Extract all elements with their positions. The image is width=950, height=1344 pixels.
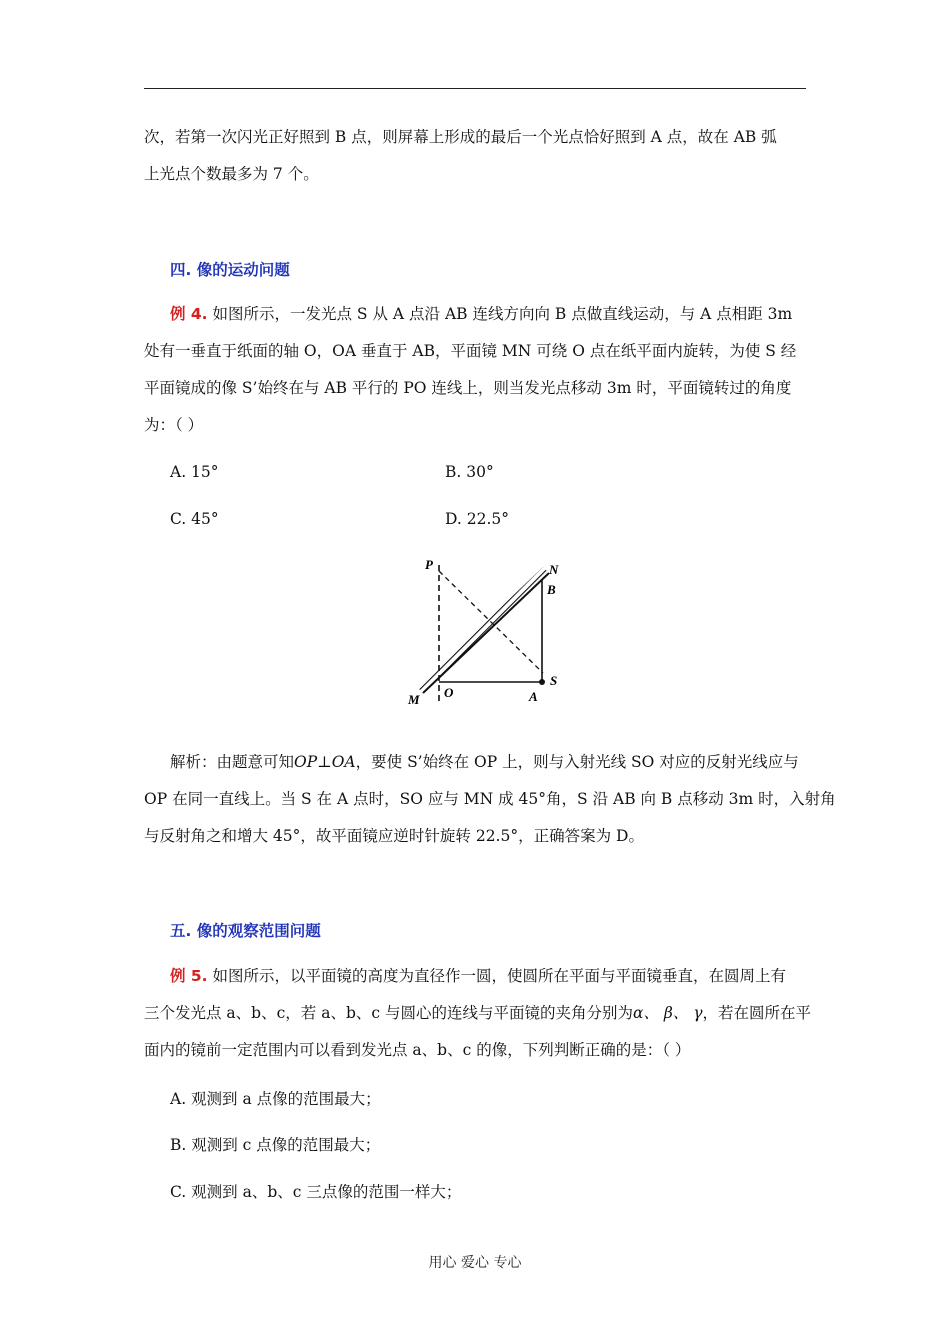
label-n: N bbox=[549, 562, 559, 577]
example-5-post: ，若在圆所在平 bbox=[702, 1004, 812, 1022]
example-5-pre: 三个发光点 a、b、c，若 a、b、c 与圆心的连线与平面镜的夹角分别为 bbox=[144, 1004, 633, 1022]
option-5b: B. 观测到 c 点像的范围最大； bbox=[170, 1136, 381, 1154]
solution-4-line-3: 与反射角之和增大 45°，故平面镜应逆时针旋转 22.5°，正确答案为 D。 bbox=[144, 827, 644, 845]
option-5c: C. 观测到 a、b、c 三点像的范围一样大； bbox=[170, 1183, 462, 1201]
example-5-line-2 bbox=[144, 1003, 812, 1023]
intro-line-2: 上光点个数最多为 7 个。 bbox=[144, 165, 319, 183]
label-s: S bbox=[550, 673, 558, 688]
option-5a: A. 观测到 a 点像的范围最大； bbox=[170, 1090, 381, 1108]
page-footer: 用心 爱心 专心 bbox=[428, 1255, 522, 1271]
option-4d: D. 22.5° bbox=[445, 510, 509, 528]
example-4-line-3: 平面镜成的像 S’始终在与 AB 平行的 PO 连线上，则当发光点移动 3m 时，平面镜转过的角度 bbox=[144, 379, 792, 397]
solution-4-line-1 bbox=[144, 752, 806, 772]
option-4c: C. 45° bbox=[170, 510, 219, 528]
solution-4-pre: 解析：由题意可知 bbox=[170, 753, 295, 771]
mirror-diagram bbox=[405, 555, 575, 710]
solution-4-post: ，要使 S’始终在 OP 上，则与入射光线 SO 对应的反射光线应与 bbox=[355, 753, 799, 771]
label-o: O bbox=[444, 685, 454, 700]
example-5-line-3: 面内的镜前一定范围内可以看到发光点 a、b、c 的像，下列判断正确的是：（ ） bbox=[144, 1041, 691, 1059]
option-4a: A. 15° bbox=[170, 463, 219, 481]
mirror-mn bbox=[423, 573, 549, 693]
intro-line-1: 次，若第一次闪光正好照到 B 点，则屏幕上形成的最后一个光点恰好照到 A 点，故在 AB 弧 bbox=[144, 128, 777, 146]
example-4-text-1: 如图所示，一发光点 S 从 A 点沿 AB 连线方向向 B 点做直线运动，与 A 点相距 3m bbox=[207, 305, 793, 323]
point-a-dot bbox=[539, 679, 545, 685]
example-4-line-1 bbox=[144, 304, 806, 324]
label-m: M bbox=[408, 692, 420, 707]
option-4b: B. 30° bbox=[445, 463, 494, 481]
section-4-heading: 四. 像的运动问题 bbox=[170, 261, 290, 279]
mirror-mn-hatch bbox=[417, 567, 549, 693]
example-4-line-2: 处有一垂直于纸面的轴 O，OA 垂直于 AB，平面镜 MN 可绕 O 点在纸平面内旋转，为使 S 经 bbox=[144, 342, 797, 360]
solution-4-math: OP⊥OA bbox=[294, 753, 356, 771]
example-5-text-1: 如图所示，以平面镜的高度为直径作一圆，使圆所在平面与平面镜垂直，在圆周上有 bbox=[207, 967, 787, 985]
label-p: P bbox=[425, 557, 433, 572]
section-5-heading: 五. 像的观察范围问题 bbox=[170, 922, 321, 940]
example-5-line-1 bbox=[144, 966, 806, 986]
label-a: A bbox=[529, 689, 538, 704]
example-4-label: 例 4. bbox=[170, 305, 208, 323]
label-b: B bbox=[547, 582, 556, 597]
example-5-greek: α、 β、 γ bbox=[632, 1004, 703, 1022]
header-rule bbox=[144, 88, 806, 89]
example-5-label: 例 5. bbox=[170, 967, 208, 985]
solution-4-line-2: OP 在同一直线上。当 S 在 A 点时，SO 应与 MN 成 45°角，S 沿 AB 向 B 点移动 3m 时，入射角 bbox=[144, 790, 836, 808]
example-4-line-4: 为：（ ） bbox=[144, 416, 204, 434]
